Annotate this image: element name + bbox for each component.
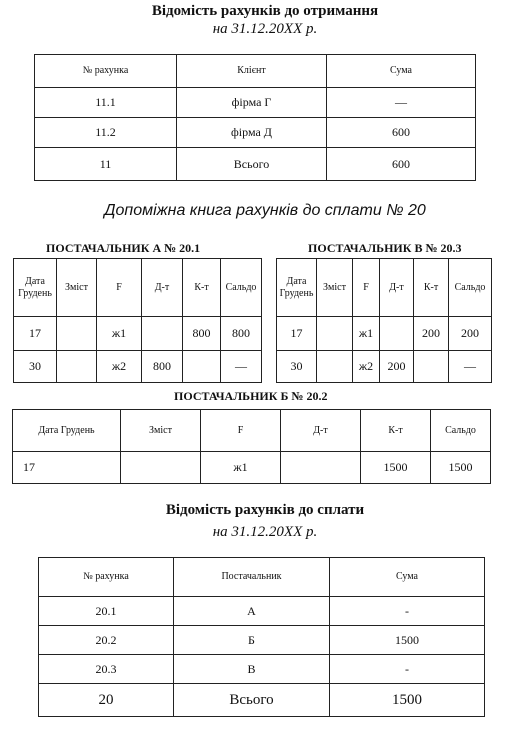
header-credit: К-т bbox=[414, 259, 449, 317]
table-row bbox=[35, 88, 476, 118]
header-date: Дата Грудень bbox=[277, 259, 317, 317]
header-invoice-no: № рахунка bbox=[35, 55, 177, 88]
table-row bbox=[39, 597, 485, 626]
cell: 17 bbox=[13, 452, 121, 484]
cell: 20.3 bbox=[39, 655, 174, 684]
header-balance: Сальдо bbox=[221, 259, 262, 317]
cell: А bbox=[174, 597, 330, 626]
cell: 800 bbox=[221, 317, 262, 351]
cell bbox=[57, 351, 97, 383]
cell: В bbox=[174, 655, 330, 684]
cell bbox=[414, 351, 449, 383]
cell bbox=[281, 452, 361, 484]
table-row bbox=[13, 452, 491, 484]
cell: 600 bbox=[327, 118, 476, 148]
supplier-a-title: ПОСТАЧАЛЬНИК А № 20.1 bbox=[46, 241, 201, 255]
header-amount: Сума bbox=[330, 558, 485, 597]
header-credit: К-т bbox=[361, 410, 431, 452]
cell: ж1 bbox=[353, 317, 380, 351]
cell: — bbox=[327, 88, 476, 118]
cell: 11.2 bbox=[35, 118, 177, 148]
table-row bbox=[277, 317, 492, 351]
cell: ж1 bbox=[201, 452, 281, 484]
cell bbox=[183, 351, 221, 383]
supplier-v-title: ПОСТАЧАЛЬНИК В № 20.3 bbox=[308, 241, 462, 255]
cell: 30 bbox=[277, 351, 317, 383]
header-f: F bbox=[353, 259, 380, 317]
ledger-title: Допоміжна книга рахунків до сплати № 20 bbox=[104, 202, 426, 219]
header-debit: Д-т bbox=[281, 410, 361, 452]
cell: ж2 bbox=[353, 351, 380, 383]
supplier-a-table bbox=[13, 258, 262, 383]
cell: фірма Г bbox=[177, 88, 327, 118]
header-balance: Сальдо bbox=[449, 259, 492, 317]
table-header-row bbox=[35, 55, 476, 88]
cell: — bbox=[449, 351, 492, 383]
header-content: Зміст bbox=[121, 410, 201, 452]
cell bbox=[142, 317, 183, 351]
cell bbox=[121, 452, 201, 484]
header-client: Клієнт bbox=[177, 55, 327, 88]
supplier-v-table bbox=[276, 258, 492, 383]
table-row bbox=[14, 317, 262, 351]
cell: ж2 bbox=[97, 351, 142, 383]
header-f: F bbox=[201, 410, 281, 452]
table-row bbox=[35, 118, 476, 148]
cell: 1500 bbox=[330, 684, 485, 717]
cell: фірма Д bbox=[177, 118, 327, 148]
header-balance: Сальдо bbox=[431, 410, 491, 452]
header-content: Зміст bbox=[57, 259, 97, 317]
cell: 1500 bbox=[431, 452, 491, 484]
supplier-b-title: ПОСТАЧАЛЬНИК Б № 20.2 bbox=[174, 389, 328, 403]
cell: 11 bbox=[35, 148, 177, 181]
cell: 800 bbox=[142, 351, 183, 383]
cell bbox=[57, 317, 97, 351]
cell: ж1 bbox=[97, 317, 142, 351]
header-invoice-no: № рахунка bbox=[39, 558, 174, 597]
header-supplier: Постачальник bbox=[174, 558, 330, 597]
table-header-row bbox=[277, 259, 492, 317]
receivables-table bbox=[34, 54, 476, 181]
cell: 600 bbox=[327, 148, 476, 181]
cell bbox=[380, 317, 414, 351]
cell: — bbox=[221, 351, 262, 383]
table-header-row bbox=[13, 410, 491, 452]
header-date: Дата Грудень bbox=[14, 259, 57, 317]
cell: 17 bbox=[14, 317, 57, 351]
table-row bbox=[39, 684, 485, 717]
cell: 30 bbox=[14, 351, 57, 383]
cell: - bbox=[330, 597, 485, 626]
cell: 200 bbox=[449, 317, 492, 351]
cell: 20.1 bbox=[39, 597, 174, 626]
cell bbox=[317, 351, 353, 383]
table-row bbox=[39, 655, 485, 684]
cell: - bbox=[330, 655, 485, 684]
cell: Всього bbox=[174, 684, 330, 717]
receivables-title: Відомість рахунків до отримання bbox=[151, 3, 379, 19]
supplier-b-table bbox=[12, 409, 491, 484]
payables-date: на 31.12.20XX р. bbox=[212, 524, 318, 540]
header-credit: К-т bbox=[183, 259, 221, 317]
table-header-row bbox=[14, 259, 262, 317]
cell: 1500 bbox=[330, 626, 485, 655]
table-row bbox=[277, 351, 492, 383]
cell: 17 bbox=[277, 317, 317, 351]
cell: 200 bbox=[414, 317, 449, 351]
header-f: F bbox=[97, 259, 142, 317]
header-content: Зміст bbox=[317, 259, 353, 317]
cell: 800 bbox=[183, 317, 221, 351]
cell: 20.2 bbox=[39, 626, 174, 655]
header-debit: Д-т bbox=[380, 259, 414, 317]
cell: 20 bbox=[39, 684, 174, 717]
table-header-row bbox=[39, 558, 485, 597]
header-amount: Сума bbox=[327, 55, 476, 88]
payables-table bbox=[38, 557, 485, 717]
table-row bbox=[35, 148, 476, 181]
cell: Б bbox=[174, 626, 330, 655]
receivables-date: на 31.12.20XX р. bbox=[212, 21, 318, 37]
table-row bbox=[39, 626, 485, 655]
cell: 200 bbox=[380, 351, 414, 383]
header-debit: Д-т bbox=[142, 259, 183, 317]
cell bbox=[317, 317, 353, 351]
table-row bbox=[14, 351, 262, 383]
cell: 1500 bbox=[361, 452, 431, 484]
cell: Всього bbox=[177, 148, 327, 181]
cell: 11.1 bbox=[35, 88, 177, 118]
payables-title: Відомість рахунків до сплати bbox=[165, 502, 365, 518]
header-date: Дата Грудень bbox=[13, 410, 121, 452]
